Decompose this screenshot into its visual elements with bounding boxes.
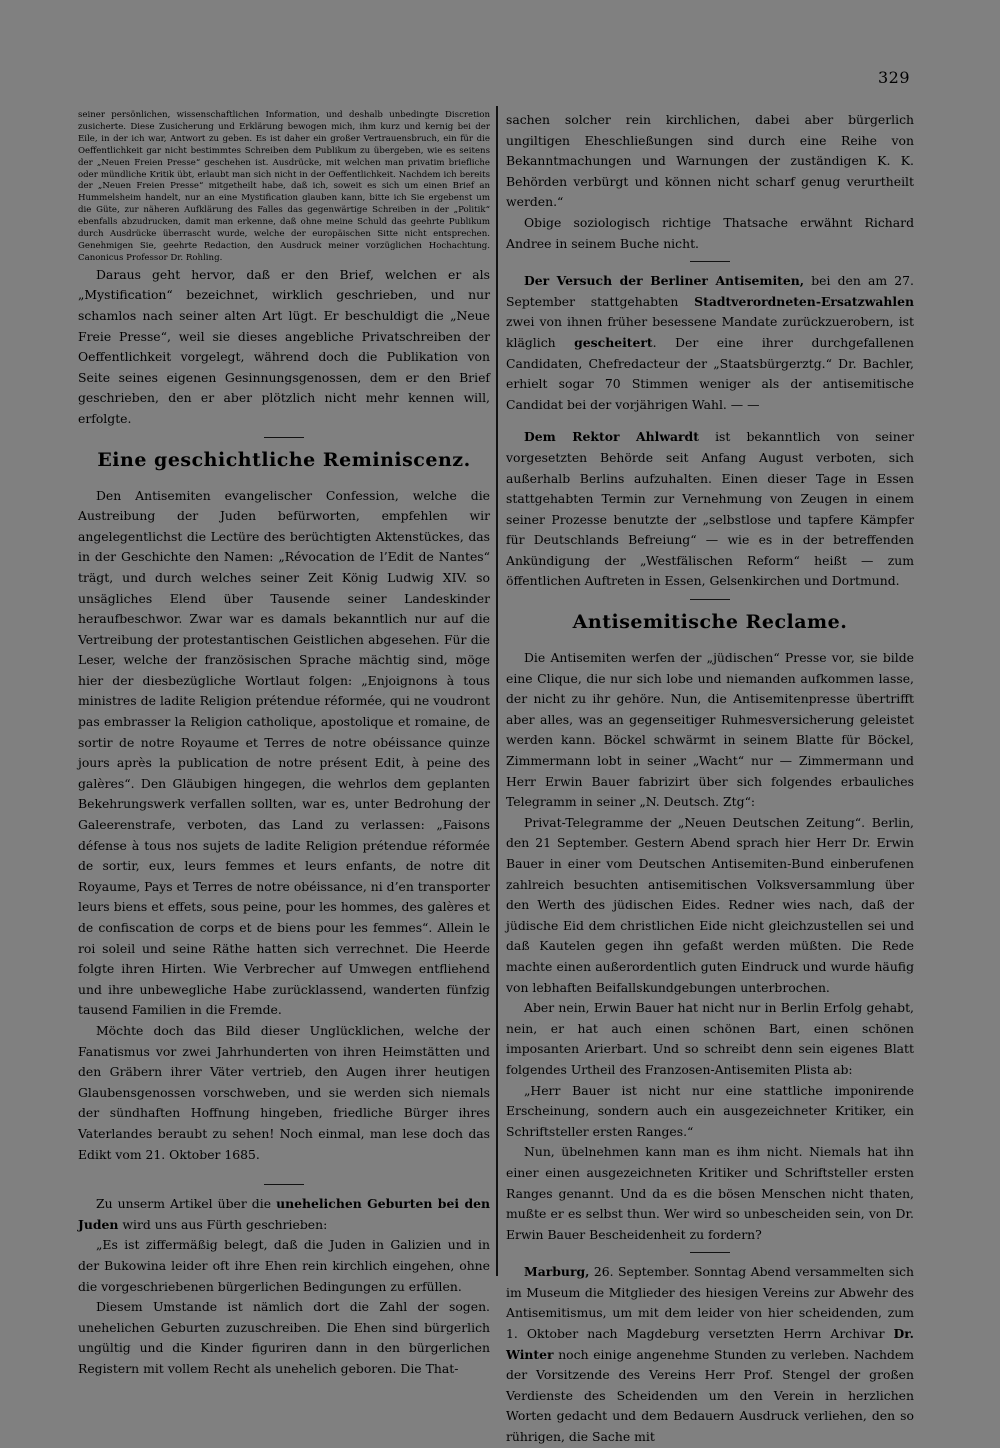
- reminiscenz-paragraph-2: Möchte doch das Bild dieser Unglücklichen, welche der Fanatismus vor zwei Jahrhunderten von ihren Heimstätten und den Gräbern ihrer Väter vertrieb, den Augen ihrer heutigen Glaubensgenossen vorschweben, und sie werden sich niemals der sündhaften Hoffnung hingeben, friedliche Bürger ihres Vaterlandes beraubt zu sehen! Noch einmal, man lese doch das Edikt vom 21. Oktober 1685.: [78, 1022, 490, 1162]
- marburg-bold-2: Dr. Winter: [506, 1326, 914, 1362]
- rektor-paragraph: [506, 427, 914, 592]
- versuch-mid-2: zwei von ihnen früher besessene Mandate zurückzuerobern, ist kläglich: [506, 314, 914, 350]
- telegramm-paragraph: Privat-Telegramme der „Neuen Deutschen Zeitung“. Berlin, den 21 September. Gestern Abend sprach hier Herr Dr. Erwin Bauer in einer vom Deutschen Antisemiten-Bund einberufenen zahlreich besuchten antisemitischen Volksversammlung über den Werth des jüdischen Eides. Redner wies nach, daß der jüdische Eid dem christlichen Eide nicht gleichzustellen sei und daß Kautelen gegen ihn gefaßt werden müßten. Die Rede machte einen außerordentlich guten Eindruck und wurde häufig von lebhaften Beifallskundgebungen unterbrochen.: [506, 814, 914, 995]
- versuch-end: . Der eine ihrer durchgefallenen Candidaten, Chefredacteur der „Staatsbürgerztg.“ Dr. Bachler, erhielt sogar 70 Stimmen weniger als der antisemitische Candidat bei der vorjährigen Wahl. — —: [506, 334, 914, 412]
- marburg-paragraph: [506, 1262, 914, 1447]
- separator: [690, 261, 730, 262]
- versuch-paragraph: [506, 271, 914, 415]
- versuch-bold-3: gescheitert: [574, 334, 653, 350]
- left-column: [78, 110, 490, 1379]
- versuch-bold: Der Versuch der Berliner Antisemiten,: [524, 273, 805, 289]
- versuch-mid: bei den am 27. September stattgehabten: [506, 273, 914, 309]
- separator: [690, 1252, 730, 1253]
- daraus-paragraph: Daraus geht hervor, daß er den Brief, welchen er als „Mystification“ bezeichnet, wirklich geschrieben, und nur schamlos nach seiner alten Art lügt. Er beschuldigt die „Neue Freie Presse“, weil sie dieses angebliche Privatschreiben der Oeffentlichkeit vorgelegt, während doch die Publikation von Seite seines eigenen Gesinnungsgenossen, dem er den Brief geschrieben, den er aber plötzlich nicht mehr kennen will, erfolgte.: [78, 266, 490, 426]
- reclame-paragraph-1: Die Antisemiten werfen der „jüdischen“ Presse vor, sie bilde eine Clique, die nur sich lobe und niemanden aufkommen lasse, der nicht zu ihr gehöre. Nun, die Antisemitenpresse übertrifft aber alles, was an gegenseitiger Ruhmesversicherung geleistet werden kann. Böckel schwärmt in seinem Blatte für Böckel, Zimmermann lobt in seiner „Wacht“ nur — Zimmermann und Herr Erwin Bauer fabrizirt über sich folgendes erbauliches Telegramm in seiner „N. Deutsch. Ztg“:: [506, 650, 914, 810]
- marburg-text-1: 26. September. Sonntag Abend versammelten sich im Museum die Mitglieder des hiesigen Vereins zur Abwehr des Antisemitismus, um mit dem leider von hier scheidenden, zum 1. Oktober nach Magdeburg versetzten Herrn Archivar: [506, 1264, 914, 1342]
- bauer-quote: „Herr Bauer ist nicht nur eine stattliche imponirende Erscheinung, sondern auch ein ausgezeichneter Kritiker, ein Schriftsteller ersten Ranges.“: [506, 1082, 914, 1139]
- geburten-intro-start: Zu unserm Artikel über die: [96, 1196, 277, 1212]
- page-number: 329: [878, 68, 911, 87]
- geburten-paragraph-1: „Es ist ziffermäßig belegt, daß die Juden in Galizien und in der Bukowina leider oft ihre Ehen rein kirchlich eingehen, ohne die vorgeschriebenen bürgerlichen Bedingungen zu erfüllen.: [78, 1237, 490, 1294]
- geburten-intro: [78, 1194, 490, 1235]
- nun-paragraph: Nun, übelnehmen kann man es ihm nicht. Niemals hat ihn einer einen ausgezeichneten Kritiker und Schriftsteller ersten Ranges genannt. Und da es die bösen Menschen nicht thaten, mußte er es selbst thun. Wer wird so unbescheiden sein, von Dr. Erwin Bauer Bescheidenheit zu fordern?: [506, 1144, 914, 1242]
- column-divider: [496, 106, 498, 1276]
- geburten-intro-bold: unehelichen Geburten bei den Juden: [78, 1196, 491, 1232]
- versuch-bold-2: Stadtverordneten-Ersatzwahlen: [694, 293, 914, 309]
- marburg-text-2: noch einige angenehme Stunden zu verleben. Nachdem der Vorsitzende des Vereins Herr Prof. Stengel der großen Verdienste des Scheidenden um den Verein in herzlichen Worten gedacht und dem Bedauern Ausdruck verliehen, den so rührigen, die Sache mit: [506, 1346, 914, 1445]
- rektor-bold: Dem Rektor Ahlwardt: [524, 429, 699, 445]
- reminiscenz-paragraph-1: Den Antisemiten evangelischer Confession, welche die Austreibung der Juden befürworten, empfehlen wir angelegentlichst die Lectüre des berüchtigten Aktenstückes, das in der Geschichte den Namen: „Révocation de l’Edit de Nantes“ trägt, und durch welches seiner Zeit König Ludwig XIV. so unsägliches Elend über Tausende seiner Landeskinder heraufbeschwor. Zwar war es damals bekanntlich nur auf die Vertreibung der protestantischen Geistlichen abgesehen. Für die Leser, welche der französischen Sprache mächtig sind, möge hier der diesbezügliche Wortlaut folgen: „Enjoignons à tous ministres de ladite Religion prétendue réformée, qui ne voudront pas embrasser la Religion catholique, apostolique et romaine, de sortir de notre Royaume et Terres de notre obéissance quinze jours après la publication de notre présent Edit, à peine des galères“. Den Gläubigen hingegen, die wehrlos dem geplanten Bekehrungswerk verfallen sollten, war es, unter Bedrohung der Galeerenstrafe, verboten, das Land zu verlassen: „Faisons défense à tous nos sujets de ladite Religion prétendue réformée de sortir, eux, leurs femmes et leurs enfants, de notre dit Royaume, Pays et Terres de notre obéissance, ni d’en transporter leurs biens et effets, sous peine, pour les hommes, des galères et de confiscation de corps et de biens pour les femmes“. Allein le roi soleil und seine Räthe hatten sich verrechnet. Die Heerde folgte ihren Hirten. Wie Verbrecher auf Umwegen entfliehend und ihre unbewegliche Habe zurücklassend, wanderten fünfzig tausend Familien in die Fremde.: [78, 487, 490, 1018]
- aber-nein-paragraph: Aber nein, Erwin Bauer hat nicht nur in Berlin Erfolg gehabt, nein, er hat auch einen schönen Bart, einen schönen imposanten Arierbart. Und so schreibt denn sein eigenes Blatt folgendes Urtheil des Franzosen-Antisemiten Plista ab:: [506, 1000, 914, 1077]
- andree-paragraph: Obige soziologisch richtige Thatsache erwähnt Richard Andree in seinem Buche nicht.: [506, 214, 914, 251]
- spacer: [506, 415, 914, 427]
- right-column: [506, 110, 914, 1448]
- spacer: [78, 1165, 490, 1177]
- geburten-intro-end: wird uns aus Fürth geschrieben:: [118, 1216, 328, 1232]
- geburten-paragraph-2: Diesem Umstande ist nämlich dort die Zahl der sogen. unehelichen Geburten zuzuschreiben. Die Ehen sind bürgerlich ungültig und die Kinder figuriren dann in den bürgerlichen Registern mit vollem Recht als unehelich geboren. Die That-: [78, 1299, 490, 1376]
- continuation-paragraph: sachen solcher rein kirchlichen, dabei aber bürgerlich ungiltigen Eheschließungen sind durch eine Reihe von Bekanntmachungen und Warnungen der zuständigen K. K. Behörden verbürgt und können nicht scharf genug verurtheilt werden.“: [506, 112, 914, 210]
- heading-reclame: Antisemitische Reclame.: [572, 611, 848, 634]
- separator: [690, 599, 730, 600]
- rektor-text: ist bekanntlich von seiner vorgesetzten Behörde seit Anfang August verboten, sich außerhalb Berlins aufzuhalten. Einen dieser Tage in Essen stattgehabten Termin zur Vernehmung von Zeugen in einem seiner Prozesse benutzte der „selbstlose und tapfere Kämpfer für Deutschlands Befreiung“ — wie es in der betreffenden Ankündigung der „Westfälischen Reform“ heißt — zum öffentlichen Auftreten in Essen, Gelsenkirchen und Dortmund.: [506, 429, 914, 589]
- heading-reminiscenz: Eine geschichtliche Reminiscenz.: [97, 448, 471, 471]
- separator: [264, 437, 304, 438]
- letter-paragraph: seiner persönlichen, wissenschaftlichen Information, und deshalb unbedingte Discretion zusicherte. Diese Zusicherung und Erklärung bewogen mich, ihm kurz und kernig bei der Eile, in der ich war, Antwort zu geben. Es ist daher ein großer Vertrauensbruch, ein für die Oeffentlichkeit gar nicht bestimmtes Schreiben dem Publikum zu übergeben, wie es seitens der „Neuen Freien Presse“ geschehen ist. Ausdrücke, mit welchen man privatim briefliche oder mündliche Kritik übt, erlaubt man sich nicht in der Oeffentlichkeit. Nachdem ich bereits der „Neuen Freien Presse“ mitgetheilt habe, daß ich, soweit es sich um einen Brief an Hummelsheim handelt, nur an eine Mystification glauben kann, bitte ich Sie ergebenst um die Güte, zur näheren Aufklärung des Falles das gegenwärtige Schreiben in der „Politik“ ebenfalls abzudrucken, damit man erkenne, daß ohne meine Schuld das geehrte Publikum durch Ausdrücke überrascht wurde, welche der europäischen Sitte nicht entsprechen. Genehmigen Sie, geehrte Redaction, den Ausdruck meiner vorzüglichen Hochachtung. Canonicus Professor Dr. Rohling.: [78, 110, 490, 263]
- marburg-bold: Marburg,: [524, 1264, 590, 1280]
- separator: [264, 1184, 304, 1185]
